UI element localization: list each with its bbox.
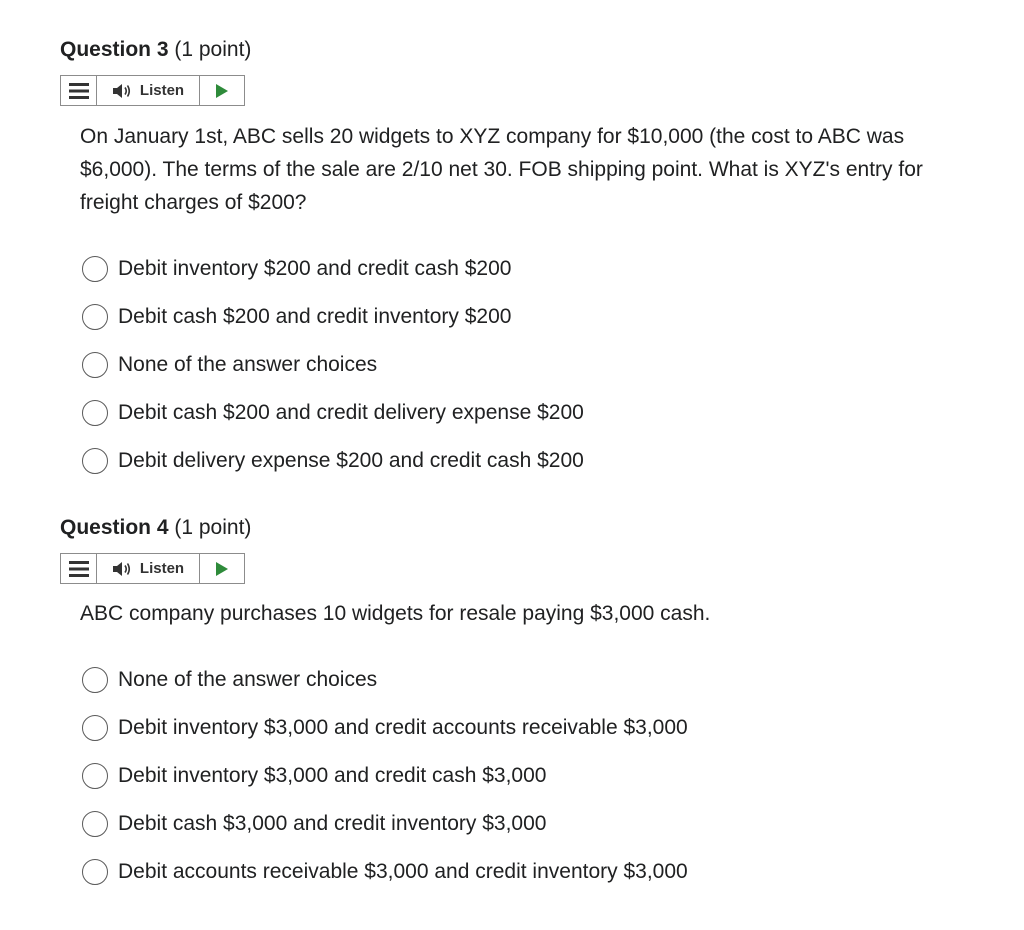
answer-option-label: Debit inventory $200 and credit cash $200 (118, 257, 512, 280)
answer-option[interactable] (82, 293, 960, 341)
speaker-icon (112, 83, 132, 99)
answer-option-label: Debit cash $200 and credit delivery expense $200 (118, 401, 584, 424)
play-icon (215, 83, 229, 99)
play-button[interactable] (200, 554, 244, 583)
question-prompt: On January 1st, ABC sells 20 widgets to XYZ company for $10,000 (the cost to ABC was $6,000). The terms of the sale are 2/10 net 30. FOB shipping point. What is XYZ's entry for freight charges of $200? (80, 125, 923, 214)
question-header (60, 36, 960, 64)
radio-button[interactable] (82, 400, 108, 426)
answer-option[interactable] (82, 656, 960, 704)
radio-button[interactable] (82, 667, 108, 693)
answer-option-label: None of the answer choices (118, 353, 378, 376)
question-title: Question 3 (60, 38, 169, 61)
answer-option-label: Debit inventory $3,000 and credit accounts receivable $3,000 (118, 716, 688, 739)
listen-label: Listen (139, 560, 185, 577)
radio-button[interactable] (82, 811, 108, 837)
speaker-icon (112, 561, 132, 577)
question-points: (1 point) (174, 516, 252, 539)
question-prompt: ABC company purchases 10 widgets for resale paying $3,000 cash. (80, 602, 711, 625)
question-header (60, 514, 960, 542)
toolbar-menu-button[interactable] (61, 554, 97, 583)
toolbar-menu-button[interactable] (61, 76, 97, 105)
answer-option-label: Debit cash $3,000 and credit inventory $3,000 (118, 812, 547, 835)
radio-button[interactable] (82, 448, 108, 474)
radio-button[interactable] (82, 304, 108, 330)
listen-button[interactable] (97, 76, 200, 105)
readspeaker-toolbar (60, 553, 245, 584)
answer-option-label: Debit inventory $3,000 and credit cash $3,000 (118, 764, 547, 787)
answer-option-label: None of the answer choices (118, 668, 378, 691)
answer-options (82, 245, 960, 485)
listen-button[interactable] (97, 554, 200, 583)
answer-option[interactable] (82, 389, 960, 437)
answer-option[interactable] (82, 437, 960, 485)
listen-label: Listen (139, 82, 185, 99)
play-icon (215, 561, 229, 577)
answer-option[interactable] (82, 704, 960, 752)
question-4 (60, 514, 960, 896)
radio-button[interactable] (82, 859, 108, 885)
question-3 (60, 36, 960, 485)
answer-option[interactable] (82, 848, 960, 896)
radio-button[interactable] (82, 352, 108, 378)
answer-option[interactable] (82, 800, 960, 848)
radio-button[interactable] (82, 715, 108, 741)
readspeaker-toolbar (60, 75, 245, 106)
radio-button[interactable] (82, 256, 108, 282)
answer-options (82, 656, 960, 896)
hamburger-menu-icon (69, 561, 89, 577)
answer-option[interactable] (82, 245, 960, 293)
answer-option[interactable] (82, 341, 960, 389)
radio-button[interactable] (82, 763, 108, 789)
hamburger-menu-icon (69, 83, 89, 99)
question-points: (1 point) (174, 38, 252, 61)
play-button[interactable] (200, 76, 244, 105)
answer-option[interactable] (82, 752, 960, 800)
answer-option-label: Debit delivery expense $200 and credit cash $200 (118, 449, 584, 472)
answer-option-label: Debit accounts receivable $3,000 and credit inventory $3,000 (118, 860, 688, 883)
question-title: Question 4 (60, 516, 169, 539)
answer-option-label: Debit cash $200 and credit inventory $200 (118, 305, 512, 328)
